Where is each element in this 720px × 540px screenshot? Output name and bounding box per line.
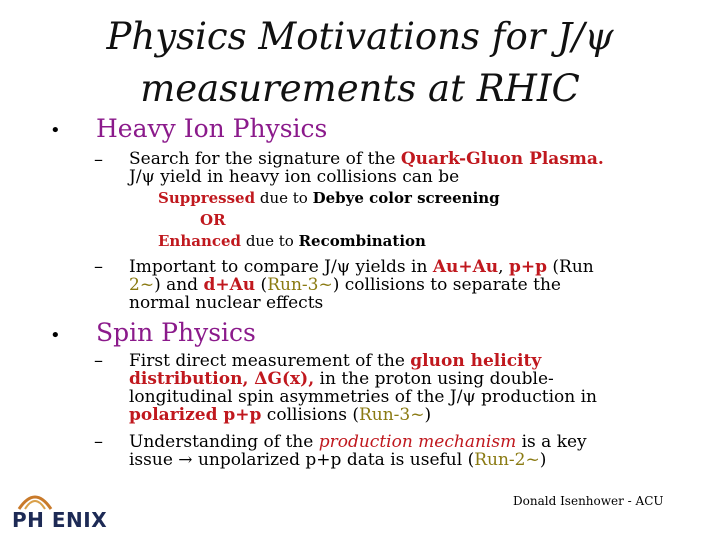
dash-item-2: – [94, 256, 103, 277]
phenix-logo: PH ENIX [12, 508, 108, 532]
sub-line-suppressed: Suppressed due to Debye color screening [158, 189, 500, 207]
text-line: 2~) and d+Au (Run-3~) collisions to separate the [129, 275, 561, 295]
text-line: longitudinal spin asymmetries of the J/ψ production in [129, 387, 597, 407]
dash-item-1: – [94, 149, 103, 170]
dash-item-4: – [94, 431, 103, 452]
sub-line-enhanced: Enhanced due to Recombination [158, 232, 426, 250]
text-line: issue → unpolarized p+p data is useful (Run-2~) [129, 450, 547, 470]
heading-spin: Spin Physics [96, 318, 256, 347]
heading-heavy-ion: Heavy Ion Physics [96, 114, 328, 143]
text-line: normal nuclear effects [129, 293, 324, 313]
slide-title-line2: measurements at RHIC [140, 67, 580, 110]
text-line: Search for the signature of the Quark-Gluon Plasma. [129, 149, 604, 169]
bullet-spin: • [50, 325, 61, 346]
footer-author: Donald Isenhower - ACU [513, 494, 664, 508]
text-line: Important to compare J/ψ yields in Au+Au, p+p (Run [129, 257, 594, 277]
slide-title-line1: Physics Motivations for J/ψ [106, 15, 614, 58]
sub-line-or: OR [200, 211, 226, 229]
text-line: distribution, ΔG(x), in the proton using double- [129, 369, 554, 389]
text-line: J/ψ yield in heavy ion collisions can be [129, 167, 460, 187]
dash-item-3: – [94, 350, 103, 371]
text-line: Understanding of the production mechanism is a key [129, 432, 587, 452]
bullet-heavy-ion: • [50, 120, 61, 141]
text-line: polarized p+p collisions (Run-3~) [129, 405, 432, 425]
text-line: First direct measurement of the gluon helicity [129, 351, 542, 371]
